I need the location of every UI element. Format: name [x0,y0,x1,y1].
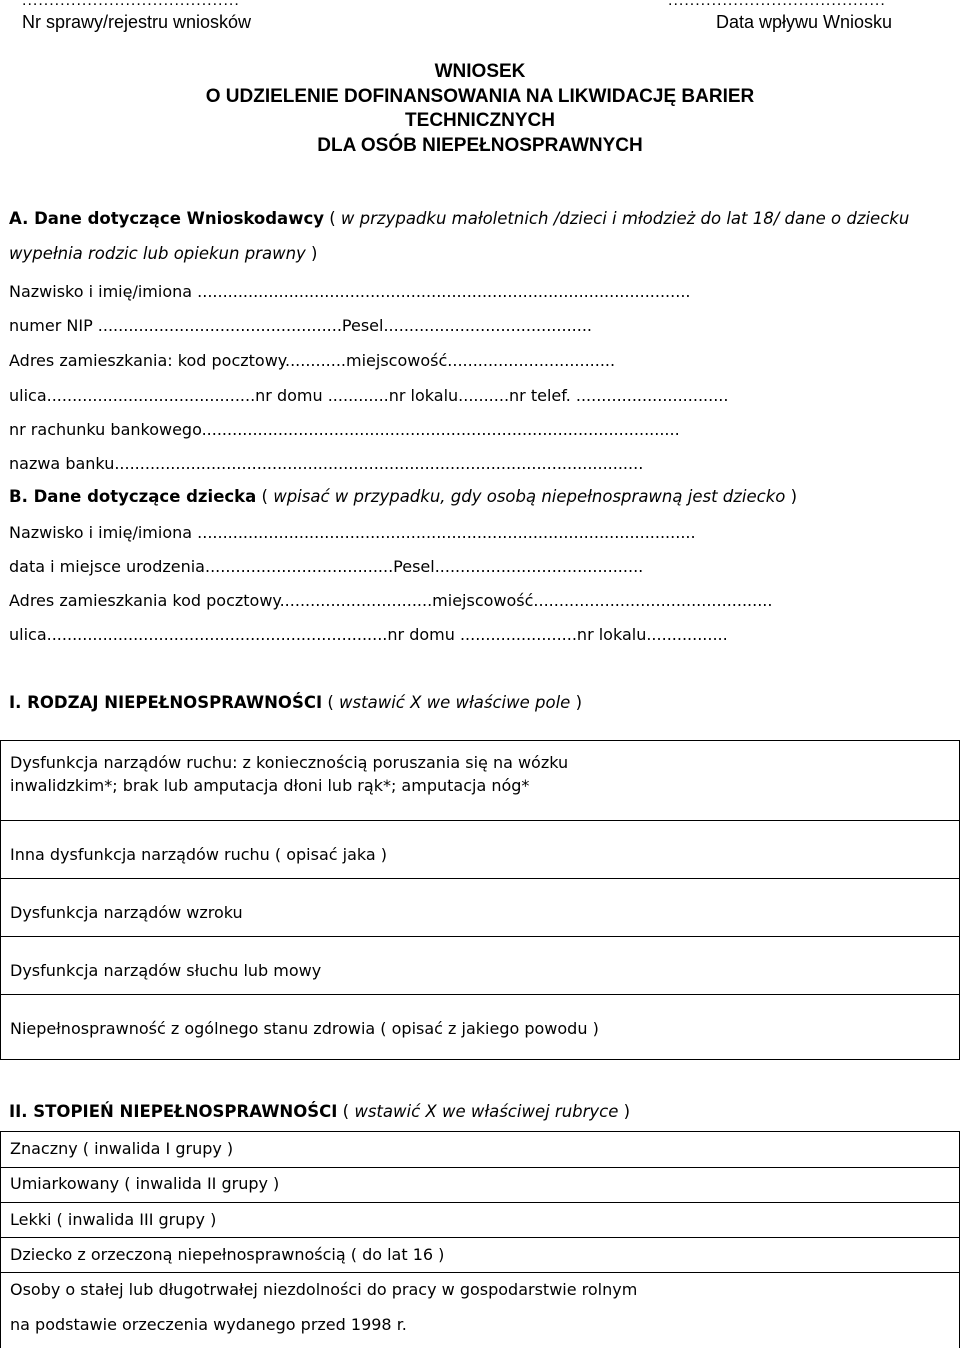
applicant-nip-pesel-field[interactable]: numer NIP ................................................Pesel......................................... [9,316,592,335]
disability-degree-row-light[interactable]: Lekki ( inwalida III grupy ) [1,1203,959,1238]
disability-type-row-hearing-speech[interactable]: Dysfunkcja narządów słuchu lub mowy [1,937,959,995]
disability-degree-row-significant[interactable]: Znaczny ( inwalida I grupy ) [1,1132,959,1168]
case-number-label: Nr sprawy/rejestru wniosków [22,12,252,32]
disability-degree-row-child[interactable]: Dziecko z orzeczoną niepełnosprawnością ( do lat 16 ) [1,1238,959,1273]
applicant-name-field[interactable]: Nazwisko i imię/imiona ................................................................................................. [9,282,691,301]
receipt-date-dots[interactable]: ........................................ [668,0,886,9]
disability-type-row-other-mobility[interactable]: Inna dysfunkcja narządów ruchu ( opisać jaka ) [1,821,959,879]
applicant-street-field[interactable]: ulica.........................................nr domu ............nr lokalu..........nr telef. .............................. [9,386,729,405]
child-birth-pesel-field[interactable]: data i miejsce urodzenia.....................................Pesel......................................... [9,557,644,576]
document-title-line4: DLA OSÓB NIEPEŁNOSPRAWNYCH [317,135,643,156]
section-a-heading: A. Dane dotyczące Wnioskodawcy ( w przypadku małoletnich /dzieci i młodzież do lat 18/ dane o dziecku [9,209,910,228]
child-address-field[interactable]: Adres zamieszkania kod pocztowy..............................miejscowość............................................... [9,591,773,610]
section-a-title: A. Dane dotyczące Wnioskodawcy [9,209,324,228]
section-2-title: II. STOPIEŃ NIEPEŁNOSPRAWNOŚCI [9,1102,338,1121]
section-1-title: I. RODZAJ NIEPEŁNOSPRAWNOŚCI [9,693,323,712]
applicant-address-field[interactable]: Adres zamieszkania: kod pocztowy............miejscowość................................. [9,351,616,370]
document-title-line3: TECHNICZNYCH [405,110,555,131]
section-2-note: wstawić X we właściwej rubryce [354,1102,619,1121]
applicant-bank-account-field[interactable]: nr rachunku bankowego.............................................................................................. [9,420,680,439]
disability-type-row-mobility-wheelchair[interactable]: Dysfunkcja narządów ruchu: z koniecznością poruszania się na wózku inwalidzkim*; brak lub amputacja dłoni lub rąk*; amputacja nóg* [1,741,959,821]
section-a-note-cont: wypełnia rodzic lub opiekun prawny [9,244,306,263]
child-street-field[interactable]: ulica...................................................................nr domu .......................nr lokalu................ [9,625,728,644]
section-1-note: wstawić X we właściwe pole [339,693,571,712]
child-name-field[interactable]: Nazwisko i imię/imiona .................................................................................................. [9,523,696,542]
section-a-heading-cont: wypełnia rodzic lub opiekun prawny ) [9,244,318,263]
disability-type-row-vision[interactable]: Dysfunkcja narządów wzroku [1,879,959,937]
section-b-note: wpisać w przypadku, gdy osobą niepełnosprawną jest dziecko [273,487,786,506]
section-a-note: w przypadku małoletnich /dzieci i młodzież do lat 18/ dane o dziecku [340,209,910,228]
disability-degree-row-moderate[interactable]: Umiarkowany ( inwalida II grupy ) [1,1168,959,1203]
disability-degree-row-agricultural[interactable]: Osoby o stałej lub długotrwałej niezdolności do pracy w gospodarstwie rolnym na podstawie orzeczenia wydanego przed 1998 r. [10,1280,638,1334]
section-b-title: B. Dane dotyczące dziecka [9,487,257,506]
applicant-bank-name-field[interactable]: nazwa banku........................................................................................................ [9,454,644,473]
disability-degree-table [0,1131,960,1348]
document-title-line2: O UDZIELENIE DOFINANSOWANIA NA LIKWIDACJĘ BARIER [205,86,755,107]
document-title-line1: WNIOSEK [434,61,526,82]
receipt-date-label: Data wpływu Wniosku [716,12,893,32]
case-number-dots[interactable]: ........................................ [22,0,240,9]
disability-type-table [0,740,960,1060]
disability-type-row-general-health[interactable]: Niepełnosprawność z ogólnego stanu zdrowia ( opisać z jakiego powodu ) [10,1019,599,1038]
section-b-heading: B. Dane dotyczące dziecka ( wpisać w przypadku, gdy osobą niepełnosprawną jest dziecko ) [9,487,798,506]
section-1-heading: I. RODZAJ NIEPEŁNOSPRAWNOŚCI ( wstawić X we właściwe pole ) [9,693,583,712]
section-2-heading: II. STOPIEŃ NIEPEŁNOSPRAWNOŚCI ( wstawić X we właściwej rubryce ) [9,1102,631,1121]
